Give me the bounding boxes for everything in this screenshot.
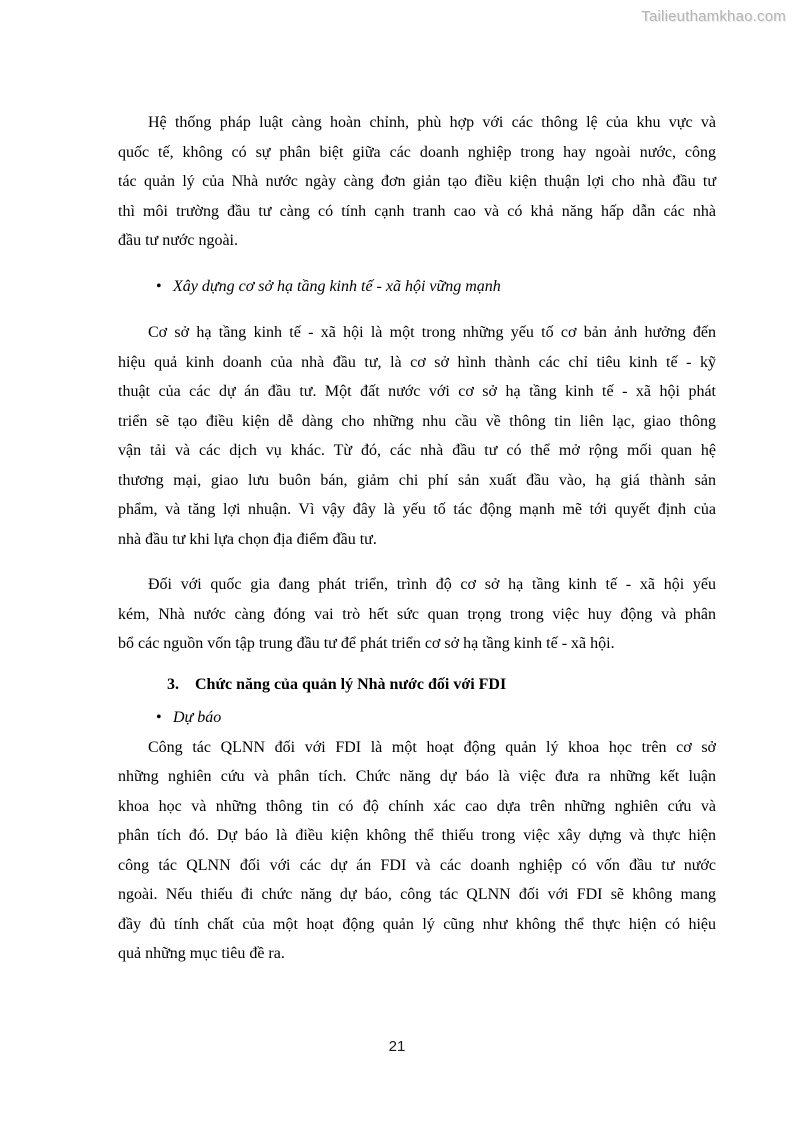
text-line: nhà đầu tư khi lựa chọn địa điểm đầu tư. <box>118 530 377 548</box>
text-line: thương mại, giao lưu buôn bán, giảm chi phí sản xuất đầu vào, hạ giá thành sản <box>118 471 716 489</box>
bullet-item-label: Xây dựng cơ sở hạ tầng kinh tế - xã hội vững mạnh <box>173 278 501 295</box>
text-line: triển sẽ tạo điều kiện dễ dàng cho những nhu cầu về thông tin liên lạc, giao thông <box>118 412 716 430</box>
text-line: phẩm, và tăng lợi nhuận. Vì vậy đây là yếu tố tác động mạnh mẽ tới quyết định của <box>118 501 716 518</box>
text-line: đầu tư nước ngoài. <box>118 232 238 249</box>
bullet-item-infrastructure <box>118 272 716 302</box>
text-line: Công tác QLNN đối với FDI là một hoạt động quản lý khoa học trên cơ sở <box>148 738 716 756</box>
text-line: ngoài. Nếu thiếu đi chức năng dự báo, công tác QLNN đối với FDI sẽ không mang <box>118 886 716 903</box>
text-line: khoa học và những thông tin có độ chính xác cao dựa trên những nghiên cứu và <box>118 797 716 815</box>
text-line: Đối với quốc gia đang phát triển, trình độ cơ sở hạ tầng kinh tế - xã hội yếu <box>148 576 716 593</box>
text-line: Hệ thống pháp luật càng hoàn chỉnh, phù hợp với các thông lệ của khu vực và <box>148 114 716 131</box>
paragraph-infrastructure <box>118 318 716 554</box>
paragraph-developing-country <box>118 570 716 659</box>
bullet-item-label: Dự báo <box>173 709 222 726</box>
text-line: quốc tế, không có sự phân biệt giữa các doanh nghiệp trong hay ngoài nước, công <box>118 143 716 161</box>
watermark-text: Tailieuthamkhao.com <box>641 8 786 25</box>
text-line: những nghiên cứu và phân tích. Chức năng dự báo là việc đưa ra những kết luận <box>118 768 716 785</box>
text-line: đầy đủ tính chất của một hoạt động quản lý cũng như không thể thực hiện có hiệu <box>118 915 716 933</box>
text-line: vận tải và các dịch vụ khác. Từ đó, các nhà đầu tư có thể mở rộng mối quan hệ <box>118 442 716 459</box>
text-line: thuật của các dự án đầu tư. Một đất nước với cơ sở hạ tầng kinh tế - xã hội phát <box>118 383 716 400</box>
text-line: kém, Nhà nước càng đóng vai trò hết sức quan trọng trong việc huy động và phân <box>118 605 716 623</box>
section-heading-fdi-management <box>118 670 716 700</box>
text-line: công tác QLNN đối với các dự án FDI và các doanh nghiệp có vốn đầu tư nước <box>118 856 716 874</box>
heading-title: Chức năng của quản lý Nhà nước đối với FDI <box>195 676 507 693</box>
page-content <box>118 108 716 969</box>
text-line: quả những mục tiêu đề ra. <box>118 945 285 962</box>
text-line: thì môi trường đầu tư càng có tính cạnh tranh cao và có khả năng hấp dẫn các nhà <box>118 202 716 220</box>
paragraph-forecast-function <box>118 733 716 969</box>
bullet-icon: • <box>156 278 162 295</box>
bullet-item-forecast <box>118 703 716 733</box>
page-number: 21 <box>388 1038 406 1055</box>
text-line: phân tích đó. Dự báo là điều kiện không thể thiếu trong việc xây dựng và thực hiện <box>118 827 716 844</box>
paragraph-legal-system <box>118 108 716 256</box>
bullet-icon: • <box>156 709 162 726</box>
text-line: bổ các nguồn vốn tập trung đầu tư để phát triển cơ sở hạ tầng kinh tế - xã hội. <box>118 635 615 652</box>
heading-number: 3. <box>167 676 179 693</box>
text-line: hiệu quả kinh doanh của nhà đầu tư, là cơ sở hình thành các chỉ tiêu kinh tế - kỹ <box>118 353 716 371</box>
text-line: Cơ sở hạ tầng kinh tế - xã hội là một trong những yếu tố cơ bản ảnh hưởng đến <box>148 324 716 341</box>
text-line: tác quản lý của Nhà nước ngày càng đơn giản tạo điều kiện thuận lợi cho nhà đầu tư <box>118 173 716 190</box>
